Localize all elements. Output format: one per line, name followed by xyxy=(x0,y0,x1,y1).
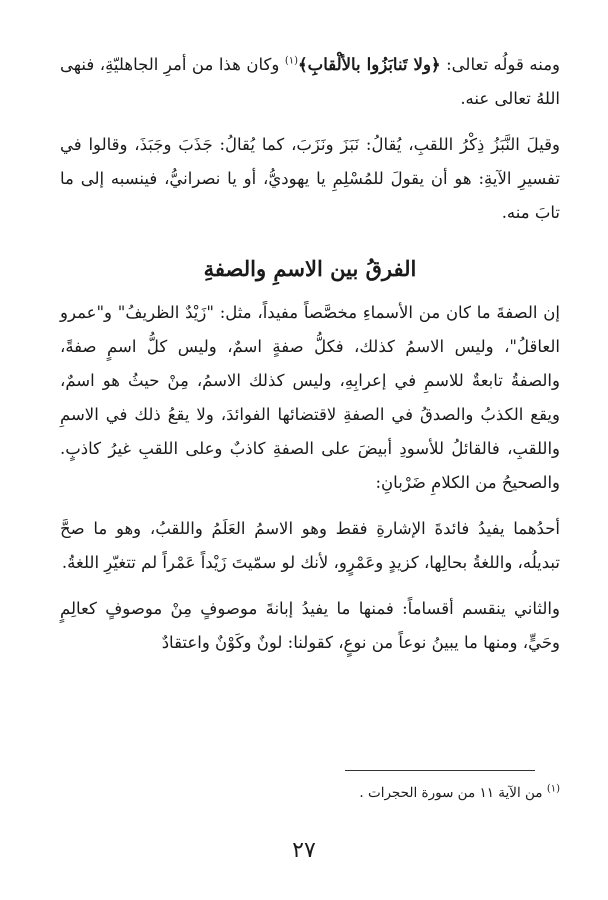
footnote-reference[interactable]: (١) xyxy=(284,55,299,67)
page-number: ٢٧ xyxy=(292,838,316,863)
section-heading: الفرقُ بين الاسمِ والصفةِ xyxy=(203,256,417,281)
intro-paragraph-2: وقيلَ النَّبَزُ ذِكْرُ اللقبِ، يُقالُ: نَبَزَ ونَزَبَ، كما يُقالُ: جَذَبَ وجَبَذَ، وقالوا في تفسيرِ الآيةِ: هو أن يقولَ للمُسْلِمِ يا يهوديُّ، أو يا نصرانيُّ، فينسبه إلى ما تابَ منه. xyxy=(60,135,560,222)
page-body xyxy=(60,48,560,900)
quran-quote: ﴿ولا تَنابَزُوا بالألْقابِ﴾ xyxy=(298,55,441,74)
intro-text-before-quote: ومنه قولُه تعالى: xyxy=(440,55,561,74)
footnote-text: من الآية ١١ من سورة الحجرات . xyxy=(359,785,547,801)
section-paragraph-1: إن الصفةَ ما كان من الأسماءِ مخصَّصاً مفيداً، مثل: "زَيْدٌ الظريفُ" و"عمرو العاقلُ"، وليس الاسمُ كذلك، فكلُّ صفةٍ اسمٌ، وليس كلُّ اسمٍ صفةً، والصفةُ تابعةٌ للاسمِ في إعرابِهِ، وليس كذلك الاسمُ، مِنْ حيثُ هو اسمٌ، ويقع الكذبُ والصدقُ في الصفةِ لاقتضائها الفوائدَ، ولا يقعُ ذلك في الاسمِ واللقبِ، فالقائلُ للأسودِ أبيضَ على الصفةِ كاذبٌ وعلى اللقبِ غيرُ كاذبٍ. والصحيحُ من الكلامِ ضَرْبانِ: xyxy=(60,303,560,492)
section-paragraph-3: والثاني ينقسم أقساماً: فمنها ما يفيدُ إبانةَ موصوفٍ مِنْ موصوفٍ كعالِمٍ وحَيٍّ، ومنها ما يبينُ نوعاً من نوعٍ، كقولنا: لونٌ وكَوْنٌ واعتقادٌ xyxy=(60,599,560,652)
intro-paragraph-1 xyxy=(60,48,560,116)
intro-text-after-quote: وكان هذا من أمرِ الجاهليّةِ، فنهى اللهُ تعالى عنه. xyxy=(60,55,560,108)
footnote xyxy=(60,782,560,804)
section-paragraph-2: أحدُهما يفيدُ فائدةَ الإشارةِ فقط وهو الاسمُ العَلَمُ واللقبُ، وهو ما صحَّ تبديلُه، واللغةُ بحالِها، كزيدٍ وعَمْرٍو، لأنك لو سمّيتَ زَيْداً عَمْراً لم تتغيّرِ اللغةُ. xyxy=(60,519,560,572)
footnote-marker: (١) xyxy=(546,783,560,795)
footnote-separator xyxy=(345,770,535,771)
